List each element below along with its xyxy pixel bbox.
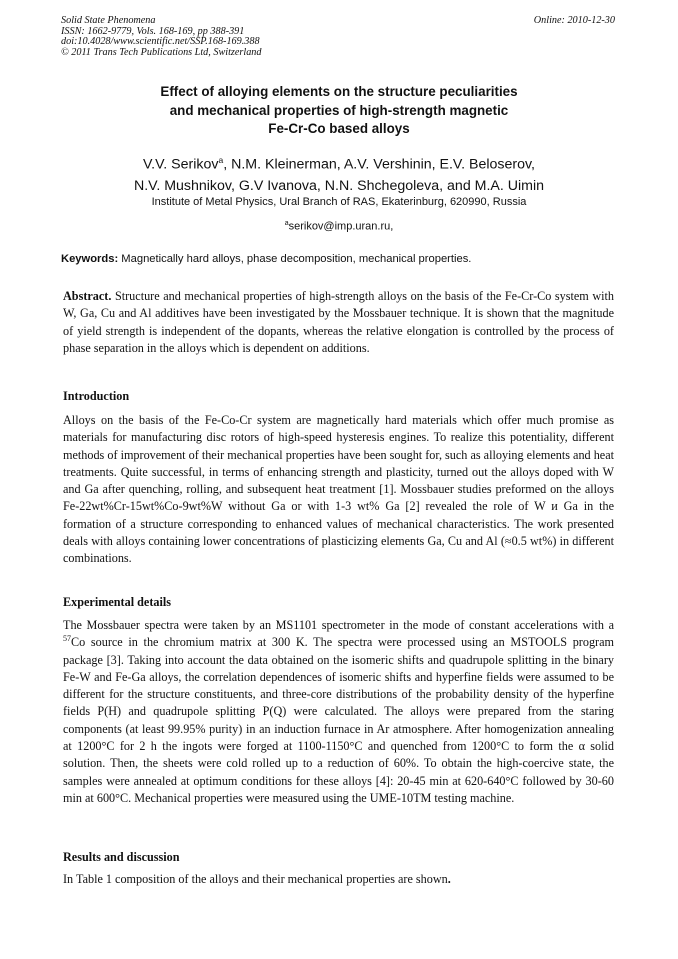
keywords bbox=[61, 253, 617, 266]
author-list bbox=[60, 150, 618, 197]
affiliation: Institute of Metal Physics, Ural Branch of RAS, Ekaterinburg, 620990, Russia bbox=[151, 196, 527, 208]
introduction-heading: Introduction bbox=[63, 389, 130, 403]
paper-title bbox=[60, 83, 618, 139]
email-address: serikov@imp.uran.ru, bbox=[288, 220, 394, 233]
keywords-label: Keywords: bbox=[61, 253, 119, 265]
isotope-superscript: 57 bbox=[63, 634, 71, 644]
copyright-line: © 2011 Trans Tech Publications Ltd, Switzerland bbox=[61, 46, 262, 58]
results-end-period: . bbox=[447, 872, 451, 886]
authors-line-2: N.V. Mushnikov, G.V Ivanova, N.N. Shchegoleva, and M.A. Uimin bbox=[133, 177, 545, 194]
issn-line: ISSN: 1662-9779, Vols. 168-169, pp 388-391 bbox=[61, 25, 245, 37]
title-line-1: Effect of alloying elements on the structure peculiarities bbox=[160, 84, 518, 99]
authors-line-1 bbox=[60, 150, 618, 176]
author-email bbox=[60, 217, 618, 234]
experimental-text bbox=[63, 617, 614, 807]
keywords-text: Magnetically hard alloys, phase decomposition, mechanical properties. bbox=[118, 253, 472, 265]
authors-line-1-rest: , N.M. Kleinerman, A.V. Vershinin, E.V. Beloserov, bbox=[223, 156, 535, 173]
experimental-text-part-2: Co source in the chromium matrix at 300 K. The spectra were processed using an MSTOOLS program package [3]. Taking into account the data obtained on the isomeric shifts and quadrupole splitting in the binary Fe-W and Fe-Ga alloys, the correlation dependences of isomeric shifts and hyperfine fields were assumed to be different for the structure constituents, and three-core distributions of the probability density of the hyperfine fields P(H) and quadrupole splitting P(Q) were calculated. The alloys were prepared from the staring components (at least 99.95% purity) in an induction furnace in Ar atmosphere. After homogenization annealing at 1200°C for 2 h the ingots were forged at 1100-1150°C and quenched from 1200°C to form the α solid solution. Then, the sheets were cold rolled up to a reduction of 60%. To obtain the high-coercive state, the samples were annealed at optimum conditions for these alloys [4]: 20-45 min at 620-640°C followed by 30-60 min at 600°C. Mechanical properties were measured using the UME-10TM testing machine. bbox=[63, 635, 614, 805]
publication-info bbox=[61, 16, 261, 58]
doi-line: doi:10.4028/www.scientific.net/SSP.168-169.388 bbox=[61, 36, 260, 48]
results-sentence: In Table 1 composition of the alloys and their mechanical properties are shown bbox=[63, 872, 448, 886]
title-line-3: Fe-Cr-Co based alloys bbox=[268, 121, 410, 137]
author-affiliation-mark: a bbox=[218, 155, 224, 165]
journal-name: Solid State Phenomena bbox=[61, 15, 156, 26]
title-line-2: and mechanical properties of high-strength magnetic bbox=[169, 102, 509, 118]
online-date: Online: 2010-12-30 bbox=[533, 15, 615, 26]
experimental-heading: Experimental details bbox=[63, 595, 171, 609]
abstract-text: Structure and mechanical properties of high-strength alloys on the basis of the Fe-Cr-Co system with W, Ga, Cu and Al additives have been investigated by the Mossbauer technique. It is shown that the magnitude of yield strength is independent of the dopants, whereas the relative elongation is controlled by the process of phase separation in the alloys which is dependent on additions. bbox=[63, 289, 614, 355]
first-author: V.V. Serikov bbox=[143, 156, 219, 173]
email-mark: a bbox=[284, 220, 289, 227]
introduction-text: Alloys on the basis of the Fe-Co-Cr system are magnetically hard materials which offer much promise as materials for manufacturing disc rotors of high-speed hysteresis engines. To realize this potentiality, different methods of improvement of their mechanical properties have been sought for, such as alloying elements and heat treatments. Quite successful, in terms of enhancing strength and plasticity, turned out the alloys doped with W and Ga after quenching, rolling, and subsequent heat treatment [1]. Mossbauer studies preformed on the alloys Fe-22wt%Cr-15wt%Co-9wt%W without Ga or with 1-3 wt% Ga [2] revealed the role of W и Ga in the formation of a structure corresponding to enhanced values of mechanical characteristics. The work presented deals with alloys containing lower concentrations of plasticizing elements Ga, Cu and Al (≈0.5 wt%) in different combinations. bbox=[63, 413, 614, 566]
experimental-text-part-1: The Mossbauer spectra were taken by an MS1101 spectrometer in the mode of constant accelerations with a bbox=[63, 618, 614, 632]
results-heading: Results and discussion bbox=[63, 850, 180, 864]
results-text bbox=[63, 871, 614, 888]
abstract bbox=[63, 288, 614, 357]
abstract-label: Abstract. bbox=[63, 289, 112, 303]
